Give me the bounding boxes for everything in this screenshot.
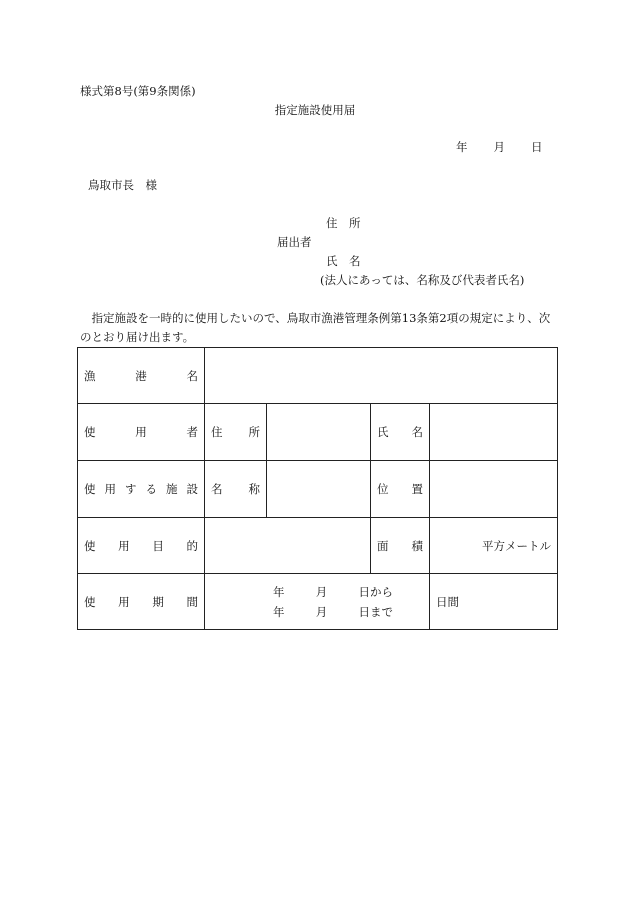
location-label: 位 置 — [371, 461, 430, 518]
date-day: 日 — [531, 140, 543, 154]
user-name-label: 氏 名 — [371, 404, 430, 461]
facility-label: 使 用 す る 施 設 — [78, 461, 205, 518]
date-month: 月 — [493, 140, 505, 154]
period-label: 使 用 期 間 — [78, 574, 205, 630]
table-row-port — [78, 348, 558, 404]
application-table — [77, 347, 558, 630]
table-row-facility — [78, 461, 558, 518]
user-name-field[interactable] — [430, 404, 558, 461]
area-field[interactable] — [430, 518, 558, 574]
purpose-label: 使 用 目 的 — [78, 518, 205, 574]
days-label: 日間 — [436, 594, 459, 609]
port-name-field[interactable] — [205, 348, 558, 404]
corporate-note: (法人にあっては、名称及び代表者氏名) — [320, 273, 525, 287]
form-number: 様式第8号(第9条関係) — [80, 84, 196, 98]
applicant-label: 届出者 — [277, 235, 312, 249]
days-field[interactable] — [430, 574, 558, 630]
table-row-period — [78, 574, 558, 630]
date-year: 年 — [456, 140, 468, 154]
body-text: 指定施設を一時的に使用したいので、鳥取市漁港管理条例第13条第2項の規定により、次のとおり届け出ます。 — [80, 311, 551, 344]
addressee: 鳥取市長 様 — [88, 178, 157, 192]
table-row-user — [78, 404, 558, 461]
user-address-label: 住 所 — [205, 404, 267, 461]
facility-name-label: 名 称 — [205, 461, 267, 518]
document-title: 指定施設使用届 — [274, 103, 356, 117]
user-label: 使 用 者 — [78, 404, 205, 461]
table-row-purpose — [78, 518, 558, 574]
area-label: 面 積 — [371, 518, 430, 574]
period-field[interactable] — [205, 574, 430, 630]
applicant-address-label: 住 所 — [326, 216, 361, 230]
user-address-field[interactable] — [267, 404, 371, 461]
period-to: 年 月 日まで — [273, 604, 393, 619]
area-unit: 平方メートル — [482, 538, 551, 553]
date-line — [456, 142, 543, 154]
purpose-field[interactable] — [205, 518, 371, 574]
applicant-name-label: 氏 名 — [326, 254, 361, 268]
port-name-label: 漁 港 名 — [78, 348, 205, 404]
location-field[interactable] — [430, 461, 558, 518]
period-from: 年 月 日から — [273, 584, 393, 599]
facility-name-field[interactable] — [267, 461, 371, 518]
